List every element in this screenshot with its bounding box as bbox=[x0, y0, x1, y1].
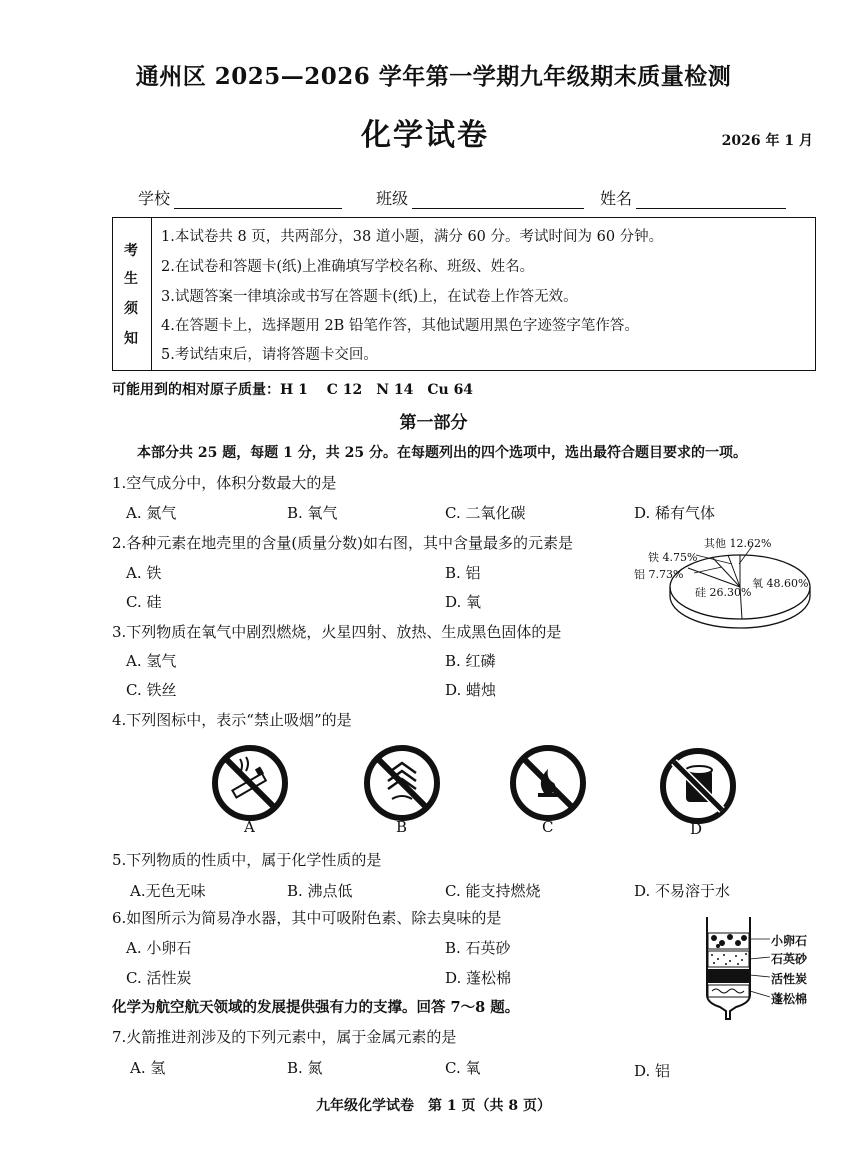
sign-label-b: B bbox=[396, 818, 408, 836]
question-4-stem: 4.下列图标中，表示“禁止吸烟”的是 bbox=[112, 711, 352, 729]
notice-side-char: 知 bbox=[124, 331, 138, 347]
school-field[interactable] bbox=[138, 186, 342, 209]
q2-option-b[interactable]: B. 铝 bbox=[445, 564, 481, 582]
notice-side-label bbox=[113, 218, 152, 370]
question-3-stem: 3.下列物质在氧气中剧烈燃烧，火星四射、放热、生成黑色固体的是 bbox=[112, 623, 562, 641]
filter-layer-label: 活性炭 bbox=[771, 972, 808, 986]
q6-option-b[interactable]: B. 石英砂 bbox=[445, 939, 511, 957]
q6-option-c[interactable]: C. 活性炭 bbox=[126, 969, 192, 987]
q3-option-d[interactable]: D. 蜡烛 bbox=[445, 681, 497, 699]
class-field[interactable] bbox=[376, 186, 584, 209]
pie-label-aluminum: 铝 7.73% bbox=[634, 568, 684, 581]
q1-option-c[interactable]: C. 二氧化碳 bbox=[445, 504, 526, 522]
filter-layer-label: 石英砂 bbox=[771, 952, 808, 966]
no-open-flame-icon[interactable] bbox=[508, 743, 588, 823]
part-intro: 本部分共 25 题，每题 1 分，共 25 分。在每题列出的四个选项中，选出最符合题目要求的一项。 bbox=[137, 445, 747, 461]
class-label: 班级 bbox=[376, 189, 409, 208]
paper-subtitle: 化学试卷 bbox=[361, 118, 489, 153]
name-label: 姓名 bbox=[600, 189, 633, 208]
q7-option-c[interactable]: C. 氧 bbox=[445, 1059, 481, 1077]
filter-layer-label: 小卵石 bbox=[771, 934, 808, 948]
class-line bbox=[412, 190, 584, 209]
question-1-stem: 1.空气成分中，体积分数最大的是 bbox=[112, 474, 337, 492]
q5-option-d[interactable]: D. 不易溶于水 bbox=[634, 882, 731, 900]
q3-option-c[interactable]: C. 铁丝 bbox=[126, 681, 177, 699]
q7-8-intro: 化学为航空航天领域的发展提供强有力的支撑。回答 7～8 题。 bbox=[112, 999, 520, 1016]
notice-line: 2.在试卷和答题卡(纸)上准确填写学校名称、班级、姓名。 bbox=[161, 259, 535, 275]
q3-option-b[interactable]: B. 红磷 bbox=[445, 652, 496, 670]
sign-label-a: A bbox=[244, 818, 255, 836]
q7-option-d[interactable]: D. 铝 bbox=[634, 1062, 671, 1080]
notice-line: 1.本试卷共 8 页，共两部分，38 道小题，满分 60 分。考试时间为 60 分钟。 bbox=[161, 229, 664, 245]
pie-label-other: 其他 12.62% bbox=[704, 537, 772, 550]
q6-option-d[interactable]: D. 蓬松棉 bbox=[445, 969, 512, 987]
q7-option-b[interactable]: B. 氮 bbox=[287, 1059, 323, 1077]
school-line bbox=[174, 190, 342, 209]
notice-line: 5.考试结束后，请将答题卡交回。 bbox=[161, 347, 378, 363]
question-5-stem: 5.下列物质的性质中，属于化学性质的是 bbox=[112, 851, 382, 869]
question-7-stem: 7.火箭推进剂涉及的下列元素中，属于金属元素的是 bbox=[112, 1028, 457, 1046]
name-line bbox=[636, 190, 786, 209]
q5-option-a[interactable]: A.无色无味 bbox=[130, 882, 206, 900]
pie-label-oxygen: 氧 48.60% bbox=[752, 577, 809, 590]
atomic-masses: 可能用到的相对原子质量：H 1 C 12 N 14 Cu 64 bbox=[112, 382, 474, 398]
pie-label-silicon: 硅 26.30% bbox=[695, 586, 752, 599]
sign-label-d: D bbox=[690, 820, 703, 838]
q2-option-a[interactable]: A. 铁 bbox=[126, 564, 162, 582]
page-footer: 九年级化学试卷 第 1 页（共 8 页） bbox=[316, 1098, 551, 1114]
q3-option-a[interactable]: A. 氢气 bbox=[126, 652, 177, 670]
pie-label-iron: 铁 4.75% bbox=[648, 551, 698, 564]
q6-option-a[interactable]: A. 小卵石 bbox=[126, 939, 192, 957]
q1-option-a[interactable]: A. 氮气 bbox=[126, 504, 177, 522]
no-smoking-icon[interactable] bbox=[210, 743, 290, 823]
q5-option-b[interactable]: B. 沸点低 bbox=[287, 882, 353, 900]
filter-layer-label: 蓬松棉 bbox=[771, 992, 808, 1006]
question-2-stem: 2.各种元素在地壳里的含量(质量分数)如右图，其中含量最多的元素是 bbox=[112, 534, 574, 552]
notice-side-char: 考 bbox=[124, 243, 138, 259]
notice-box bbox=[112, 217, 816, 371]
notice-side-char: 须 bbox=[124, 301, 138, 317]
notice-line: 3.试题答案一律填涂或书写在答题卡(纸)上，在试卷上作答无效。 bbox=[161, 289, 578, 305]
school-label: 学校 bbox=[138, 189, 171, 208]
q1-option-b[interactable]: B. 氧气 bbox=[287, 504, 338, 522]
name-field[interactable] bbox=[600, 186, 786, 209]
part-title: 第一部分 bbox=[399, 413, 468, 433]
notice-side-char: 生 bbox=[124, 271, 138, 287]
exam-title: 通州区 2025—2026 学年第一学期九年级期末质量检测 bbox=[135, 63, 732, 90]
q1-option-d[interactable]: D. 稀有气体 bbox=[634, 504, 716, 522]
notice-line: 4.在答题卡上，选择题用 2B 铅笔作答，其他试题用黑色字迹签字笔作答。 bbox=[161, 318, 639, 334]
q2-option-d[interactable]: D. 氧 bbox=[445, 593, 482, 611]
q5-option-c[interactable]: C. 能支持燃烧 bbox=[445, 882, 541, 900]
no-dumping-icon[interactable] bbox=[658, 746, 738, 826]
water-filter-diagram bbox=[700, 915, 770, 1030]
no-fireworks-icon[interactable] bbox=[362, 743, 442, 823]
q2-option-c[interactable]: C. 硅 bbox=[126, 593, 162, 611]
q7-option-a[interactable]: A. 氢 bbox=[130, 1059, 166, 1077]
sign-label-c: C bbox=[542, 818, 554, 836]
exam-date: 2026 年 1 月 bbox=[721, 133, 813, 149]
question-6-stem: 6.如图所示为简易净水器，其中可吸附色素、除去臭味的是 bbox=[112, 909, 502, 927]
